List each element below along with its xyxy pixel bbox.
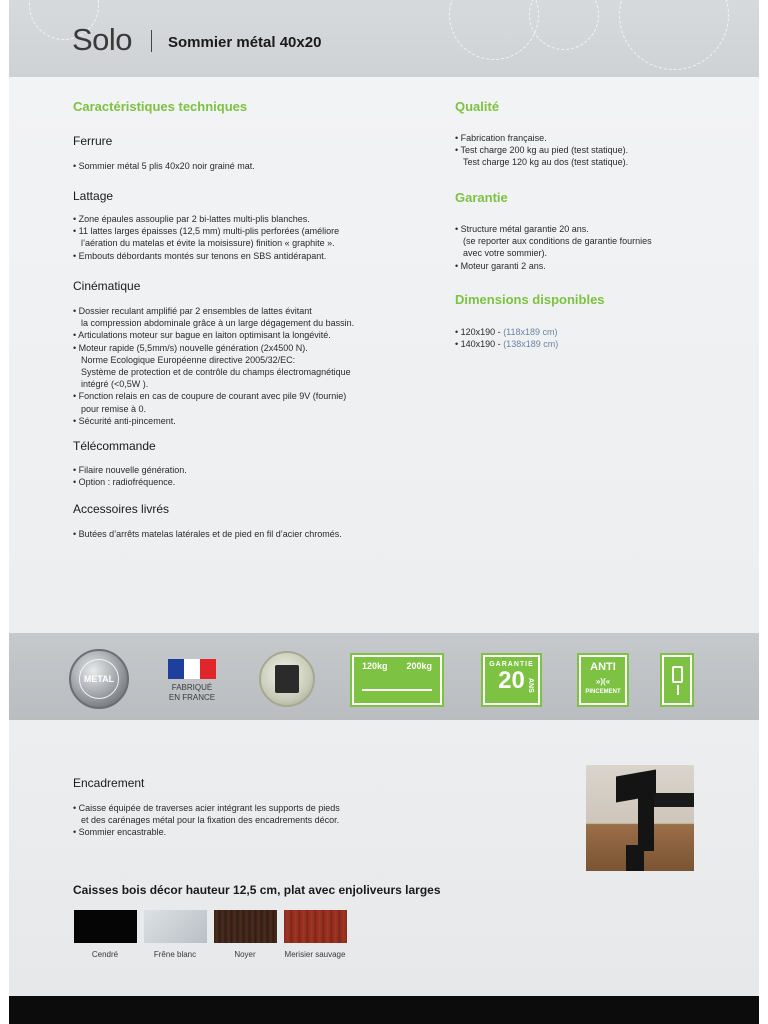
telecommande-line: • Filaire nouvelle génération. — [73, 465, 187, 475]
remote-wire-icon — [677, 685, 679, 695]
title-divider — [151, 30, 152, 52]
dimension-item — [455, 338, 558, 350]
qualite-line: • Fabrication française. — [455, 133, 547, 143]
decor-flower — [529, 0, 599, 50]
cinematique-line: • Fonction relais en cas de coupure de courant avec pile 9V (fournie) — [73, 391, 347, 402]
header-band — [9, 0, 759, 77]
anti-sub-label: PINCEMENT — [585, 689, 621, 695]
dimension-detail: (138x189 cm) — [503, 339, 559, 350]
photo-bracket — [626, 845, 644, 871]
flag-white — [184, 659, 200, 679]
dimensions-list — [455, 326, 558, 350]
fabrique-line2: EN FRANCE — [168, 693, 216, 702]
subtitle-caisses: Caisses bois décor hauteur 12,5 cm, plat avec enjoliveurs larges — [73, 883, 441, 897]
section-title-garantie: Garantie — [455, 190, 508, 205]
dimension-detail: (118x189 cm) — [503, 327, 558, 337]
flag-red — [200, 659, 216, 679]
garantie-line: avec votre sommier). — [463, 248, 548, 259]
section-title-qualite: Qualité — [455, 99, 500, 114]
footer-bar — [9, 996, 759, 1024]
garantie-line: • Moteur garanti 2 ans. — [455, 260, 546, 271]
lattage-line: • Zone épaules assouplie par 2 bi-lattes multi-plis blanches. — [73, 214, 310, 224]
subtitle-telecommande: Télécommande — [73, 439, 156, 453]
cinematique-text — [73, 305, 354, 427]
cinematique-line: • Sécurité anti-pincement. — [73, 415, 176, 426]
photo-bracket — [638, 795, 654, 851]
qualite-line: Test charge 120 kg au dos (test statique). — [463, 157, 629, 168]
subtitle-encadrement: Encadrement — [73, 776, 145, 790]
encadrement-line: et des carénages métal pour la fixation des encadrements décor. — [81, 815, 340, 826]
lattage-line: • Embouts débordants montés sur tenons en SBS antidérapant. — [73, 250, 327, 261]
eco-directive-seal-icon — [259, 651, 315, 707]
load-left-label: 120kg — [362, 661, 388, 671]
swatch-frene-blanc — [144, 910, 207, 943]
load-right-label: 200kg — [406, 661, 432, 671]
product-title: Sommier métal 40x20 — [168, 34, 322, 51]
photo-rail — [654, 793, 694, 807]
decor-flower — [449, 0, 539, 60]
bed-profile-icon — [362, 689, 432, 693]
subtitle-lattage: Lattage — [73, 189, 114, 203]
lattage-text — [73, 213, 339, 262]
fabrique-line1: FABRIQUÉ — [171, 683, 213, 692]
garantie-text — [455, 223, 652, 272]
cinematique-line: Système de protection et de contrôle du champs électromagnétique — [81, 367, 351, 378]
swatch-label: Frêne blanc — [153, 950, 197, 959]
fabrique-en-france-label — [159, 683, 225, 703]
swatch-noyer — [214, 910, 277, 943]
ferrure-line: • Sommier métal 5 plis 40x20 noir grainé mat. — [73, 161, 255, 171]
metal-quality-seal-icon — [69, 649, 129, 709]
qualite-text — [455, 132, 628, 169]
warranty-badge-icon — [483, 655, 540, 705]
warranty-years: 20 — [498, 667, 525, 694]
cinematique-line: pour remise à 0. — [81, 403, 147, 414]
cinematique-line: intégré (<0,5W ). — [81, 379, 149, 390]
cinematique-line: Norme Ecologique Européenne directive 2005/32/EC: — [81, 354, 296, 365]
cinematique-line: • Moteur rapide (5,5mm/s) nouvelle génération (2x4500 N). — [73, 342, 308, 353]
section-title-dimensions: Dimensions disponibles — [455, 292, 605, 307]
subtitle-accessoires: Accessoires livrés — [73, 502, 170, 516]
subtitle-ferrure: Ferrure — [73, 134, 113, 148]
french-flag-icon — [168, 659, 216, 679]
swatch-cendre — [74, 910, 137, 943]
brand-name: Solo — [72, 22, 133, 57]
section-title-caracteristiques: Caractéristiques techniques — [73, 99, 248, 114]
dimension-size: • 140x190 - — [455, 339, 504, 350]
swatch-label: Merisier sauvage — [284, 950, 346, 959]
anti-symbol: »)(« — [595, 677, 611, 686]
dimension-item — [455, 326, 558, 338]
remote-body-icon — [672, 666, 683, 683]
lattage-line: l’aération du matelas et évite la moisissure) finition « graphite ». — [81, 238, 335, 249]
warranty-unit: ANS — [527, 678, 534, 693]
swatch-merisier-sauvage — [284, 910, 347, 943]
garantie-line: (se reporter aux conditions de garantie fournies — [463, 236, 652, 247]
qualite-line: • Test charge 200 kg au pied (test statique). — [455, 145, 629, 156]
dimension-size: • 120x190 - — [455, 327, 504, 337]
metal-seal-label: METAL — [79, 659, 119, 699]
telecommande-text — [73, 464, 187, 488]
remote-control-badge-icon — [662, 655, 692, 705]
frame-bracket-photo — [586, 765, 694, 871]
decor-flower — [619, 0, 729, 70]
load-test-badge-icon — [352, 655, 442, 705]
encadrement-line: • Caisse équipée de traverses acier intégrant les supports de pieds — [73, 803, 340, 813]
anti-label: ANTI — [590, 661, 616, 673]
cinematique-line: la compression abdominale grâce à un large dégagement du bassin. — [81, 318, 355, 329]
telecommande-line: • Option : radiofréquence. — [73, 477, 176, 488]
cinematique-line: • Dossier reculant amplifié par 2 ensembles de lattes évitant — [73, 306, 312, 316]
warranty-label: GARANTIE — [489, 661, 534, 668]
subtitle-cinematique: Cinématique — [73, 279, 141, 293]
main-content — [9, 77, 759, 633]
ferrure-text — [73, 160, 255, 172]
eco-seal-center — [275, 665, 299, 693]
lattage-line: • 11 lattes larges épaisses (12,5 mm) multi-plis perforées (améliore — [73, 226, 340, 237]
swatch-label: Noyer — [234, 950, 256, 959]
accessoires-text — [73, 528, 342, 540]
encadrement-text — [73, 802, 340, 839]
anti-pinch-badge-icon — [579, 655, 627, 705]
accessoires-line: • Butées d’arrêts matelas latérales et de pied en fil d’acier chromés. — [73, 529, 342, 539]
garantie-line: • Structure métal garantie 20 ans. — [455, 224, 589, 234]
cinematique-line: • Articulations moteur sur bague en laiton optimisant la longévité. — [73, 330, 331, 341]
flag-blue — [168, 659, 184, 679]
spec-sheet-page — [9, 0, 759, 1024]
certification-logos-band — [9, 633, 759, 720]
encadrement-line: • Sommier encastrable. — [73, 827, 167, 838]
swatch-label: Cendré — [91, 950, 119, 959]
